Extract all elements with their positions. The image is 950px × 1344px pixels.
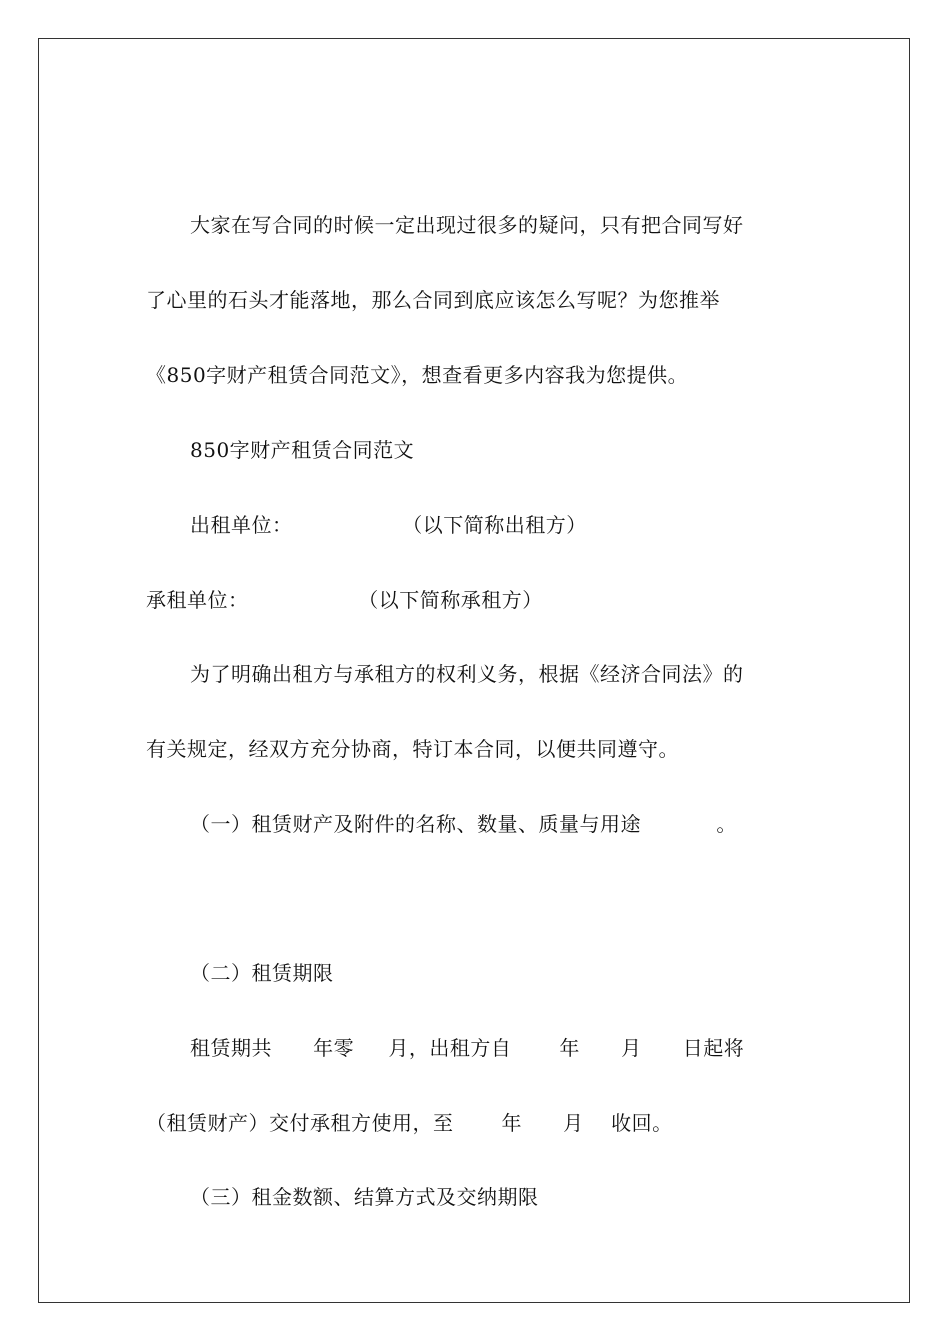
purpose-line-1: 为了明确出租方与承租方的权利义务，根据《经济合同法》的: [190, 662, 744, 686]
intro-line-1: 大家在写合同的时候一定出现过很多的疑问，只有把合同写好: [190, 213, 744, 237]
intro-line-3: 《850字财产租赁合同范文》，想查看更多内容我为您提供。: [146, 363, 689, 387]
section-2-line-2: （租赁财产）交付承租方使用，至 年 月 收回。: [146, 1111, 673, 1135]
intro-line-2: 了心里的石头才能落地，那么合同到底应该怎么写呢？为您推举: [146, 288, 720, 312]
section-3-heading: （三）租金数额、结算方式及交纳期限: [190, 1185, 539, 1209]
lessor-line: 出租单位： （以下简称出租方）: [190, 513, 587, 537]
section-1-heading: （一）租赁财产及附件的名称、数量、质量与用途 。: [190, 812, 737, 836]
section-2-line-1: 租赁期共 年零 月，出租方自 年 月 日起将: [190, 1036, 745, 1060]
contract-title: 850字财产租赁合同范文: [190, 438, 415, 462]
lessee-line: 承租单位： （以下简称承租方）: [146, 588, 543, 612]
purpose-line-2: 有关规定，经双方充分协商，特订本合同，以便共同遵守。: [146, 737, 679, 761]
section-2-heading: （二）租赁期限: [190, 961, 334, 985]
